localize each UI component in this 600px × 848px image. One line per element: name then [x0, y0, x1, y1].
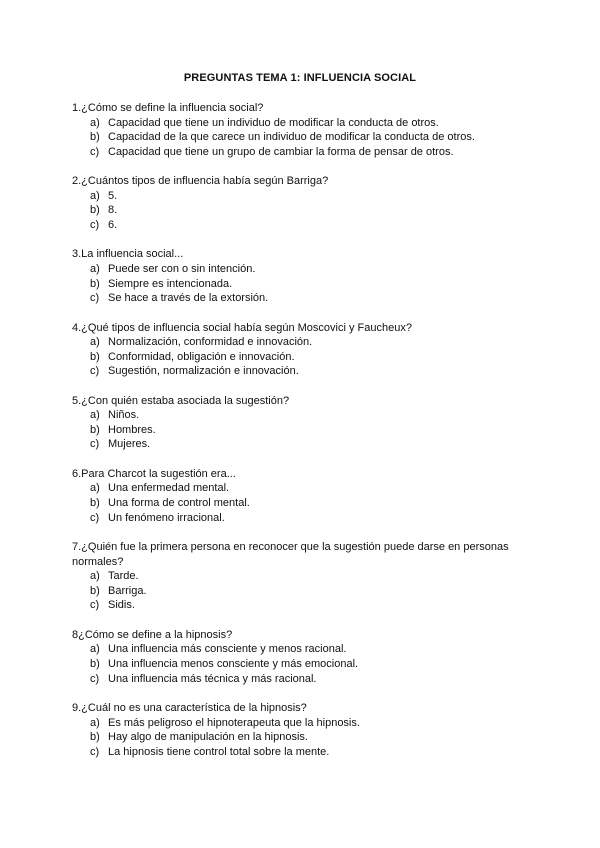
answer-option: [72, 335, 542, 350]
option-letter: c): [90, 365, 100, 378]
answer-option: [72, 657, 542, 672]
option-text: 5.: [108, 189, 118, 202]
question-5: [72, 394, 542, 452]
option-letter: b): [90, 423, 100, 436]
option-list: [72, 335, 542, 379]
answer-option: [72, 716, 542, 731]
option-text: Barriga.: [108, 584, 147, 597]
option-list: [72, 642, 542, 686]
option-text: Siempre es intencionada.: [108, 277, 233, 290]
option-text: Hombres.: [108, 423, 156, 436]
question-8: [72, 628, 542, 686]
question-text: 5.¿Con quién estaba asociada la sugestión?: [72, 394, 290, 407]
option-text: Capacidad de la que carece un individuo de modificar la conducta de otros.: [108, 131, 475, 144]
option-letter: a): [90, 336, 100, 349]
option-letter: a): [90, 716, 100, 729]
option-letter: b): [90, 497, 100, 510]
option-text: Conformidad, obligación e innovación.: [108, 350, 295, 363]
option-letter: b): [90, 731, 100, 744]
answer-option: [72, 189, 542, 204]
option-letter: c): [90, 218, 100, 231]
option-letter: b): [90, 277, 100, 290]
option-text: Se hace a través de la extorsión.: [108, 292, 269, 305]
answer-option: [72, 130, 542, 145]
answer-option: [72, 145, 542, 160]
option-text: Hay algo de manipulación en la hipnosis.: [108, 731, 308, 744]
option-text: La hipnosis tiene control total sobre la mente.: [108, 745, 330, 758]
option-text: Sugestión, normalización e innovación.: [108, 365, 299, 378]
option-letter: c): [90, 599, 100, 612]
question-text: 3.La influencia social...: [72, 248, 184, 261]
question-1: [72, 101, 542, 159]
option-text: Mujeres.: [108, 438, 151, 451]
question-text: 2.¿Cuántos tipos de influencia había según Barriga?: [72, 175, 329, 188]
option-letter: b): [90, 131, 100, 144]
option-text: Sidis.: [108, 599, 135, 612]
option-letter: c): [90, 438, 100, 451]
answer-option: [72, 364, 542, 379]
answer-option: [72, 116, 542, 131]
answer-option: [72, 642, 542, 657]
option-list: [72, 189, 542, 233]
question-text: 9.¿Cuál no es una característica de la hipnosis?: [72, 701, 307, 714]
option-letter: b): [90, 350, 100, 363]
option-list: [72, 716, 542, 760]
option-letter: b): [90, 204, 100, 217]
option-letter: a): [90, 643, 100, 656]
answer-option: [72, 481, 542, 496]
answer-option: [72, 437, 542, 452]
answer-option: [72, 277, 542, 292]
answer-option: [72, 569, 542, 584]
option-letter: c): [90, 145, 100, 158]
answer-option: [72, 218, 542, 233]
option-text: 6.: [108, 218, 118, 231]
option-text: Un fenómeno irracional.: [108, 511, 225, 524]
answer-option: [72, 203, 542, 218]
option-text: Puede ser con o sin intención.: [108, 262, 256, 275]
option-letter: a): [90, 409, 100, 422]
question-text: 6.Para Charcot la sugestión era...: [72, 467, 236, 480]
option-text: Niños.: [108, 409, 140, 422]
answer-option: [72, 745, 542, 760]
question-text: 1.¿Cómo se define la influencia social?: [72, 102, 264, 114]
option-text: Es más peligroso el hipnoterapeuta que la hipnosis.: [108, 716, 360, 729]
option-text: Normalización, conformidad e innovación.: [108, 336, 313, 349]
option-text: Tarde.: [108, 570, 139, 583]
option-list: [72, 262, 542, 306]
answer-option: [72, 350, 542, 365]
question-text: 7.¿Quién fue la primera persona en reconocer que la sugestión puede darse en personas normales?: [72, 541, 509, 568]
option-letter: b): [90, 584, 100, 597]
question-text: 4.¿Qué tipos de influencia social había según Moscovici y Faucheux?: [72, 321, 412, 334]
question-6: [72, 467, 542, 525]
question-4: [72, 321, 542, 379]
question-2: [72, 174, 542, 232]
option-text: Capacidad que tiene un grupo de cambiar la forma de pensar de otros.: [108, 145, 454, 158]
answer-option: [72, 423, 542, 438]
option-list: [72, 116, 542, 160]
option-letter: c): [90, 672, 100, 685]
option-text: Capacidad que tiene un individuo de modificar la conducta de otros.: [108, 116, 439, 129]
option-text: Una forma de control mental.: [108, 497, 250, 510]
answer-option: [72, 496, 542, 511]
option-text: Una influencia menos consciente y más emocional.: [108, 657, 359, 670]
option-letter: b): [90, 657, 100, 670]
answer-option: [72, 291, 542, 306]
option-letter: c): [90, 745, 100, 758]
answer-option: [72, 598, 542, 613]
question-9: [72, 701, 542, 759]
question-7: [72, 540, 542, 613]
option-letter: a): [90, 262, 100, 275]
option-list: [72, 408, 542, 452]
answer-option: [72, 511, 542, 526]
option-letter: a): [90, 482, 100, 495]
answer-option: [72, 730, 542, 745]
option-letter: a): [90, 116, 100, 129]
option-text: 8.: [108, 204, 118, 217]
page-title: PREGUNTAS TEMA 1: INFLUENCIA SOCIAL: [183, 72, 417, 84]
answer-option: [72, 584, 542, 599]
option-text: Una influencia más técnica y más racional.: [108, 672, 317, 685]
option-letter: c): [90, 511, 100, 524]
option-text: Una enfermedad mental.: [108, 482, 230, 495]
option-letter: a): [90, 189, 100, 202]
answer-option: [72, 672, 542, 687]
question-text: 8¿Cómo se define a la hipnosis?: [72, 628, 233, 641]
option-letter: c): [90, 292, 100, 305]
question-3: [72, 247, 542, 305]
answer-option: [72, 262, 542, 277]
option-list: [72, 569, 542, 613]
option-list: [72, 481, 542, 525]
option-text: Una influencia más consciente y menos racional.: [108, 643, 347, 656]
answer-option: [72, 408, 542, 423]
option-letter: a): [90, 570, 100, 583]
question-list: [72, 101, 542, 774]
